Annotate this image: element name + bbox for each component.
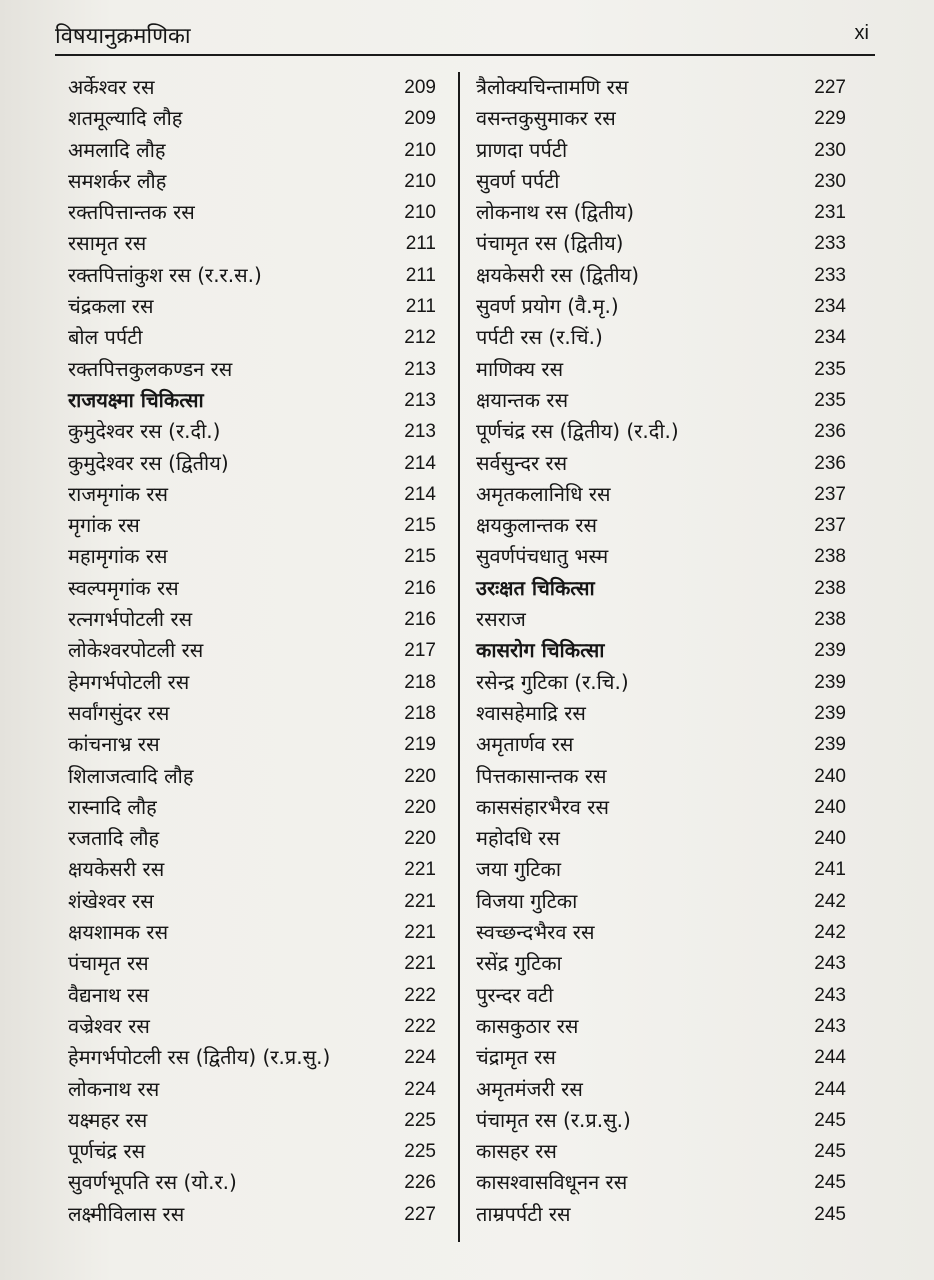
entry-page-number: 243 bbox=[814, 953, 846, 975]
entry-page-number: 243 bbox=[814, 1015, 846, 1037]
entry-page-number: 213 bbox=[404, 389, 436, 411]
entry-name: वैद्यनाथ रस bbox=[68, 982, 149, 1007]
index-entry bbox=[476, 980, 846, 1011]
index-entry bbox=[476, 228, 846, 259]
entry-page-number: 222 bbox=[404, 984, 436, 1006]
index-entry bbox=[476, 354, 846, 385]
index-entry bbox=[68, 1074, 436, 1105]
entry-name: सुवर्ण पर्पटी bbox=[476, 168, 560, 193]
index-entry bbox=[68, 1136, 436, 1167]
page-title: विषयानुक्रमणिका bbox=[55, 24, 191, 49]
entry-name: श्वासहेमाद्रि रस bbox=[476, 700, 586, 725]
entry-page-number: 213 bbox=[404, 421, 436, 443]
entry-name: वसन्तकुसुमाकर रस bbox=[476, 106, 616, 131]
entry-page-number: 236 bbox=[814, 421, 846, 443]
entry-name: महामृगांक रस bbox=[68, 544, 168, 569]
entry-page-number: 226 bbox=[404, 1172, 436, 1194]
entry-name: क्षयशामक रस bbox=[68, 920, 169, 945]
index-entry bbox=[476, 917, 846, 948]
entry-page-number: 219 bbox=[404, 734, 436, 756]
index-entry bbox=[476, 322, 846, 353]
entry-page-number: 210 bbox=[404, 170, 436, 192]
entry-name: कुमुदेश्वर रस (र.दी.) bbox=[68, 419, 221, 444]
index-entry bbox=[476, 604, 846, 635]
index-entry bbox=[68, 291, 436, 322]
entry-page-number: 209 bbox=[404, 108, 436, 130]
entry-page-number: 240 bbox=[814, 828, 846, 850]
index-entry bbox=[68, 948, 436, 979]
entry-page-number: 225 bbox=[404, 1141, 436, 1163]
entry-name: चंद्रामृत रस bbox=[476, 1045, 556, 1070]
index-entry bbox=[68, 792, 436, 823]
index-entry bbox=[476, 260, 846, 291]
entry-name: शंखेश्वर रस bbox=[68, 888, 154, 913]
index-entry bbox=[68, 197, 436, 228]
entry-name: यक्ष्महर रस bbox=[68, 1107, 148, 1132]
entry-page-number: 236 bbox=[814, 452, 846, 474]
entry-name: मृगांक रस bbox=[68, 513, 140, 538]
entry-page-number: 245 bbox=[814, 1172, 846, 1194]
entry-name: रसेंद्र गुटिका bbox=[476, 951, 562, 976]
entry-name: त्रैलोक्यचिन्तामणि रस bbox=[476, 75, 629, 99]
index-entry bbox=[476, 416, 846, 447]
entry-page-number: 243 bbox=[814, 984, 846, 1006]
index-entry bbox=[476, 135, 846, 166]
entry-page-number: 245 bbox=[814, 1203, 846, 1225]
entry-name: कासहर रस bbox=[476, 1139, 557, 1164]
entry-page-number: 215 bbox=[404, 546, 436, 568]
index-entry bbox=[68, 854, 436, 885]
entry-name: स्वच्छन्दभैरव रस bbox=[476, 920, 595, 945]
index-entry bbox=[68, 761, 436, 792]
entry-page-number: 240 bbox=[814, 796, 846, 818]
entry-page-number: 222 bbox=[404, 1015, 436, 1037]
index-entry bbox=[68, 917, 436, 948]
entry-name: जया गुटिका bbox=[476, 857, 562, 882]
entry-name: स्वल्पमृगांक रस bbox=[68, 575, 179, 600]
index-entry bbox=[476, 541, 846, 572]
entry-name: सुवर्णपंचधातु भस्म bbox=[476, 544, 609, 569]
entry-name: पुरन्दर वटी bbox=[476, 982, 554, 1007]
entry-page-number: 217 bbox=[404, 640, 436, 662]
index-entry bbox=[476, 1042, 846, 1073]
index-entry bbox=[476, 1136, 846, 1167]
entry-name: पर्पटी रस (र.चिं.) bbox=[476, 325, 603, 350]
entry-page-number: 244 bbox=[814, 1078, 846, 1100]
entry-page-number: 224 bbox=[404, 1047, 436, 1069]
index-entry bbox=[476, 948, 846, 979]
entry-name: रसराज bbox=[476, 607, 526, 632]
index-entry bbox=[476, 1074, 846, 1105]
entry-name: विजया गुटिका bbox=[476, 888, 578, 913]
index-entry bbox=[68, 166, 436, 197]
entry-name: क्षयकेसरी रस bbox=[68, 857, 165, 882]
entry-page-number: 238 bbox=[814, 546, 846, 568]
index-entry bbox=[476, 1167, 846, 1198]
entry-name: रक्तपित्तान्तक रस bbox=[68, 200, 195, 225]
index-entry bbox=[68, 980, 436, 1011]
index-entry bbox=[68, 1011, 436, 1042]
entry-name: अमलादि लौह bbox=[68, 137, 166, 162]
entry-page-number: 220 bbox=[404, 796, 436, 818]
entry-page-number: 242 bbox=[814, 890, 846, 912]
entry-page-number: 221 bbox=[404, 859, 436, 881]
entry-name: हेमगर्भपोटली रस (द्वितीय) (र.प्र.सु.) bbox=[68, 1045, 331, 1070]
index-entry bbox=[476, 479, 846, 510]
entry-page-number: 239 bbox=[814, 671, 846, 693]
entry-name: सर्वसुन्दर रस bbox=[476, 450, 568, 475]
entry-name: काससंहारभैरव रस bbox=[476, 794, 609, 819]
entry-name: पित्तकासान्तक रस bbox=[476, 763, 607, 788]
index-entry bbox=[476, 385, 846, 416]
page-header bbox=[55, 18, 875, 56]
entry-page-number: 220 bbox=[404, 765, 436, 787]
entry-name: वज्रेश्वर रस bbox=[68, 1013, 150, 1038]
entry-page-number: 212 bbox=[404, 327, 436, 349]
index-entry bbox=[476, 823, 846, 854]
entry-name: सर्वांगसुंदर रस bbox=[68, 700, 170, 725]
entry-page-number: 235 bbox=[814, 389, 846, 411]
entry-name: प्राणदा पर्पटी bbox=[476, 137, 568, 162]
index-entry bbox=[68, 541, 436, 572]
index-entry bbox=[476, 103, 846, 134]
section-heading: कासरोग चिकित्सा bbox=[476, 638, 605, 663]
entry-name: क्षयकुलान्तक रस bbox=[476, 513, 598, 538]
entry-name: कासश्वासविधूनन रस bbox=[476, 1170, 628, 1195]
entry-name: पंचामृत रस bbox=[68, 951, 149, 976]
section-heading: राजयक्ष्मा चिकित्सा bbox=[68, 387, 204, 412]
index-entry bbox=[476, 448, 846, 479]
entry-name: माणिक्य रस bbox=[476, 356, 564, 381]
entry-name: ताम्रपर्पटी रस bbox=[476, 1201, 571, 1226]
entry-page-number: 210 bbox=[404, 139, 436, 161]
index-entry bbox=[68, 416, 436, 447]
section-heading-row bbox=[476, 573, 846, 604]
entry-name: रास्नादि लौह bbox=[68, 794, 157, 819]
index-entry bbox=[68, 886, 436, 917]
index-entry bbox=[68, 698, 436, 729]
entry-page-number: 245 bbox=[814, 1141, 846, 1163]
entry-page-number: 233 bbox=[814, 264, 846, 286]
index-entry bbox=[68, 667, 436, 698]
entry-page-number: 237 bbox=[814, 515, 846, 537]
index-entry bbox=[68, 135, 436, 166]
index-entry bbox=[476, 761, 846, 792]
entry-name: राजमृगांक रस bbox=[68, 481, 169, 506]
entry-page-number: 240 bbox=[814, 765, 846, 787]
entry-name: लक्ष्मीविलास रस bbox=[68, 1201, 185, 1226]
entry-name: लोकनाथ रस (द्वितीय) bbox=[476, 200, 635, 225]
entry-name: सुवर्णभूपति रस (यो.र.) bbox=[68, 1170, 237, 1195]
entry-page-number: 231 bbox=[814, 202, 846, 224]
index-entry bbox=[68, 729, 436, 760]
entry-page-number: 233 bbox=[814, 233, 846, 255]
entry-page-number: 221 bbox=[404, 890, 436, 912]
entry-name: समशर्कर लौह bbox=[68, 168, 167, 193]
index-entry bbox=[68, 1105, 436, 1136]
page-number: xi bbox=[854, 22, 869, 44]
entry-page-number: 213 bbox=[404, 358, 436, 380]
entry-page-number: 234 bbox=[814, 327, 846, 349]
entry-name: शिलाजत्वादि लौह bbox=[68, 763, 194, 788]
index-entry bbox=[68, 1199, 436, 1230]
entry-name: क्षयकेसरी रस (द्वितीय) bbox=[476, 262, 640, 287]
entry-name: रसामृत रस bbox=[68, 231, 147, 256]
index-entry bbox=[68, 635, 436, 666]
entry-page-number: 239 bbox=[814, 734, 846, 756]
section-heading: उरःक्षत चिकित्सा bbox=[476, 575, 595, 600]
index-entry bbox=[476, 698, 846, 729]
index-entry bbox=[476, 729, 846, 760]
entry-page-number: 210 bbox=[404, 202, 436, 224]
index-entry bbox=[68, 823, 436, 854]
entry-page-number: 209 bbox=[404, 77, 436, 98]
entry-page-number: 221 bbox=[404, 953, 436, 975]
index-entry bbox=[476, 166, 846, 197]
entry-page-number: 211 bbox=[405, 264, 436, 286]
entry-page-number: 242 bbox=[814, 922, 846, 944]
entry-page-number: 238 bbox=[814, 609, 846, 631]
entry-page-number: 211 bbox=[405, 296, 436, 318]
entry-name: लोकेश्वरपोटली रस bbox=[68, 638, 204, 663]
index-entry bbox=[68, 354, 436, 385]
index-column-right bbox=[476, 72, 846, 1230]
entry-name: रक्तपित्तांकुश रस (र.र.स.) bbox=[68, 262, 262, 287]
entry-page-number: 230 bbox=[814, 170, 846, 192]
index-entry bbox=[68, 510, 436, 541]
entry-name: लोकनाथ रस bbox=[68, 1076, 160, 1101]
index-entry bbox=[68, 72, 436, 103]
index-entry bbox=[68, 604, 436, 635]
index-entry bbox=[476, 72, 846, 103]
entry-name: पंचामृत रस (र.प्र.सु.) bbox=[476, 1107, 631, 1132]
entry-name: अर्केश्वर रस bbox=[68, 75, 155, 99]
entry-page-number: 216 bbox=[404, 609, 436, 631]
entry-name: कासकुठार रस bbox=[476, 1013, 579, 1038]
entry-name: पंचामृत रस (द्वितीय) bbox=[476, 231, 624, 256]
entry-page-number: 216 bbox=[404, 577, 436, 599]
entry-page-number: 227 bbox=[404, 1203, 436, 1225]
entry-name: अमृतमंजरी रस bbox=[476, 1076, 583, 1101]
entry-page-number: 239 bbox=[814, 640, 846, 662]
entry-page-number: 214 bbox=[404, 452, 436, 474]
entry-page-number: 221 bbox=[404, 922, 436, 944]
index-entry bbox=[68, 260, 436, 291]
index-entry bbox=[476, 197, 846, 228]
index-entry bbox=[476, 1105, 846, 1136]
entry-page-number: 218 bbox=[404, 702, 436, 724]
index-entry bbox=[476, 1011, 846, 1042]
entry-page-number: 211 bbox=[405, 233, 436, 255]
entry-name: हेमगर्भपोटली रस bbox=[68, 669, 190, 694]
entry-name: क्षयान्तक रस bbox=[476, 387, 569, 412]
index-entry bbox=[476, 291, 846, 322]
entry-name: सुवर्ण प्रयोग (वै.मृ.) bbox=[476, 294, 619, 319]
entry-page-number: 218 bbox=[404, 671, 436, 693]
index-column-left bbox=[68, 72, 436, 1230]
entry-name: रक्तपित्तकुलकण्डन रस bbox=[68, 356, 233, 381]
entry-name: शतमूल्यादि लौह bbox=[68, 106, 183, 131]
entry-name: रत्नगर्भपोटली रस bbox=[68, 607, 193, 632]
index-entry bbox=[476, 886, 846, 917]
index-entry bbox=[68, 1042, 436, 1073]
entry-page-number: 225 bbox=[404, 1109, 436, 1131]
entry-page-number: 237 bbox=[814, 483, 846, 505]
entry-name: महोदधि रस bbox=[476, 826, 560, 851]
entry-page-number: 239 bbox=[814, 702, 846, 724]
section-heading-row bbox=[476, 635, 846, 666]
index-entry bbox=[68, 479, 436, 510]
entry-page-number: 245 bbox=[814, 1109, 846, 1131]
entry-page-number: 229 bbox=[814, 108, 846, 130]
index-entry bbox=[68, 322, 436, 353]
entry-page-number: 235 bbox=[814, 358, 846, 380]
entry-page-number: 227 bbox=[814, 77, 846, 98]
index-entry bbox=[476, 1199, 846, 1230]
index-entry bbox=[68, 228, 436, 259]
index-entry bbox=[476, 792, 846, 823]
entry-name: अमृतकलानिधि रस bbox=[476, 481, 611, 506]
column-divider bbox=[458, 72, 460, 1242]
entry-page-number: 220 bbox=[404, 828, 436, 850]
entry-page-number: 238 bbox=[814, 577, 846, 599]
index-entry bbox=[476, 854, 846, 885]
index-entry bbox=[68, 448, 436, 479]
entry-name: पूर्णचंद्र रस (द्वितीय) (र.दी.) bbox=[476, 419, 679, 444]
entry-name: पूर्णचंद्र रस bbox=[68, 1139, 146, 1164]
entry-name: रजतादि लौह bbox=[68, 826, 160, 851]
index-entry bbox=[476, 667, 846, 698]
entry-name: कांचनाभ्र रस bbox=[68, 732, 160, 757]
entry-page-number: 224 bbox=[404, 1078, 436, 1100]
entry-page-number: 234 bbox=[814, 296, 846, 318]
index-entry bbox=[68, 573, 436, 604]
entry-page-number: 214 bbox=[404, 483, 436, 505]
entry-name: चंद्रकला रस bbox=[68, 294, 154, 319]
entry-name: बोल पर्पटी bbox=[68, 325, 143, 350]
index-entry bbox=[476, 510, 846, 541]
entry-name: कुमुदेश्वर रस (द्वितीय) bbox=[68, 450, 229, 475]
entry-page-number: 244 bbox=[814, 1047, 846, 1069]
entry-page-number: 215 bbox=[404, 515, 436, 537]
entry-name: अमृतार्णव रस bbox=[476, 732, 574, 757]
entry-page-number: 241 bbox=[814, 859, 846, 881]
index-entry bbox=[68, 103, 436, 134]
entry-name: रसेन्द्र गुटिका (र.चि.) bbox=[476, 669, 629, 694]
entry-page-number: 230 bbox=[814, 139, 846, 161]
index-entry bbox=[68, 1167, 436, 1198]
section-heading-row bbox=[68, 385, 436, 416]
